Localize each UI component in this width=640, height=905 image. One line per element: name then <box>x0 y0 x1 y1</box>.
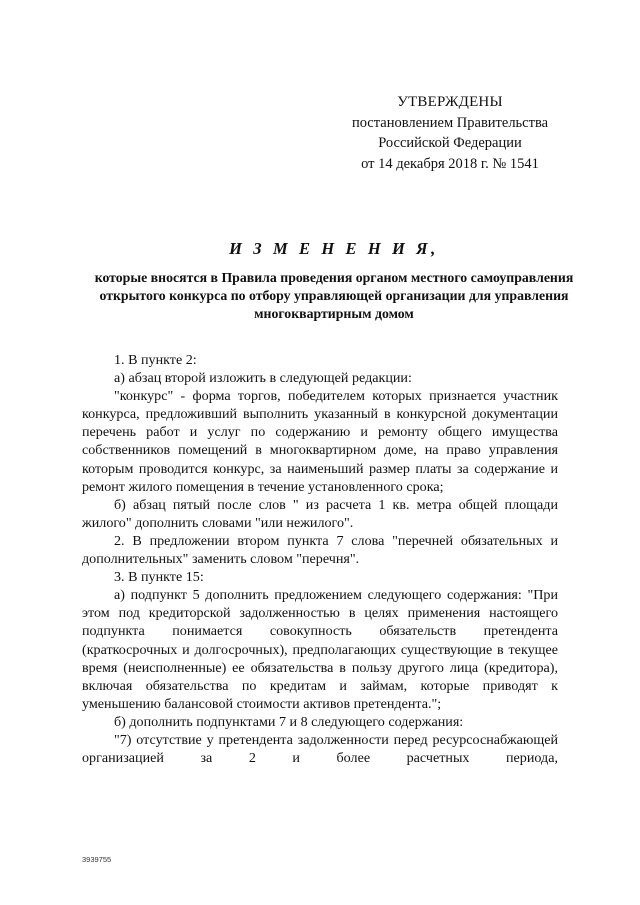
approval-title: УТВЕРЖДЕНЫ <box>397 94 503 110</box>
paragraph: а) подпункт 5 дополнить предложением следующего содержания: "При этом под кредиторской задолженностью в целях применения настоящего подпункта понимается совокупность обязательств претендента (краткосрочных и долгосрочных), предполагающих существующие в текущее время (неисполненные) ее обязательства в пользу другого лица (кредитора), включая обязательства по кредитам и займам, которые приводят к уменьшению балансовой стоимости активов претендента."; <box>82 587 558 712</box>
document-title: И З М Е Н Е Н И Я, <box>229 239 439 258</box>
document-body <box>82 351 558 767</box>
paragraph: "конкурс" - форма торгов, победителем которых признается участник конкурса, предложивший выполнить указанный в конкурсной документации перечень работ и услуг по содержанию и ремонту общего имущества собственников помещений в многоквартирном доме, на право управления которым проводится конкурс, за наименьший размер платы за содержание и ремонт жилого помещения в течение установленного срока; <box>82 388 558 495</box>
approval-block <box>330 92 570 174</box>
paragraph: а) абзац второй изложить в следующей редакции: <box>114 370 412 387</box>
paragraph: б) абзац пятый после слов " из расчета 1 кв. метра общей площади жилого" дополнить словами "или нежилого". <box>82 496 558 531</box>
document-number: 3939755 <box>82 855 112 864</box>
paragraph: "7) отсутствие у претендента задолженности перед ресурсоснабжающей организацией за 2 и более расчетных периода, <box>82 731 558 767</box>
document-subtitle: которые вносятся в Правила проведения органом местного самоуправления открытого конкурса по отбору управляющей организации для управления многоквартирным домом <box>94 270 574 321</box>
document-heading <box>80 239 588 323</box>
approval-line-3: от 14 декабря 2018 г. № 1541 <box>361 155 539 172</box>
paragraph: 1. В пункте 2: <box>114 352 197 368</box>
approval-line-2: Российской Федерации <box>378 135 522 151</box>
paragraph: б) дополнить подпунктами 7 и 8 следующего содержания: <box>114 713 464 730</box>
paragraph: 3. В пункте 15: <box>114 569 204 586</box>
approval-line-1: постановлением Правительства <box>351 114 549 131</box>
paragraph: 2. В предложении втором пункта 7 слова "перечней обязательных и дополнительных" заменить словом "перечня". <box>82 532 558 568</box>
